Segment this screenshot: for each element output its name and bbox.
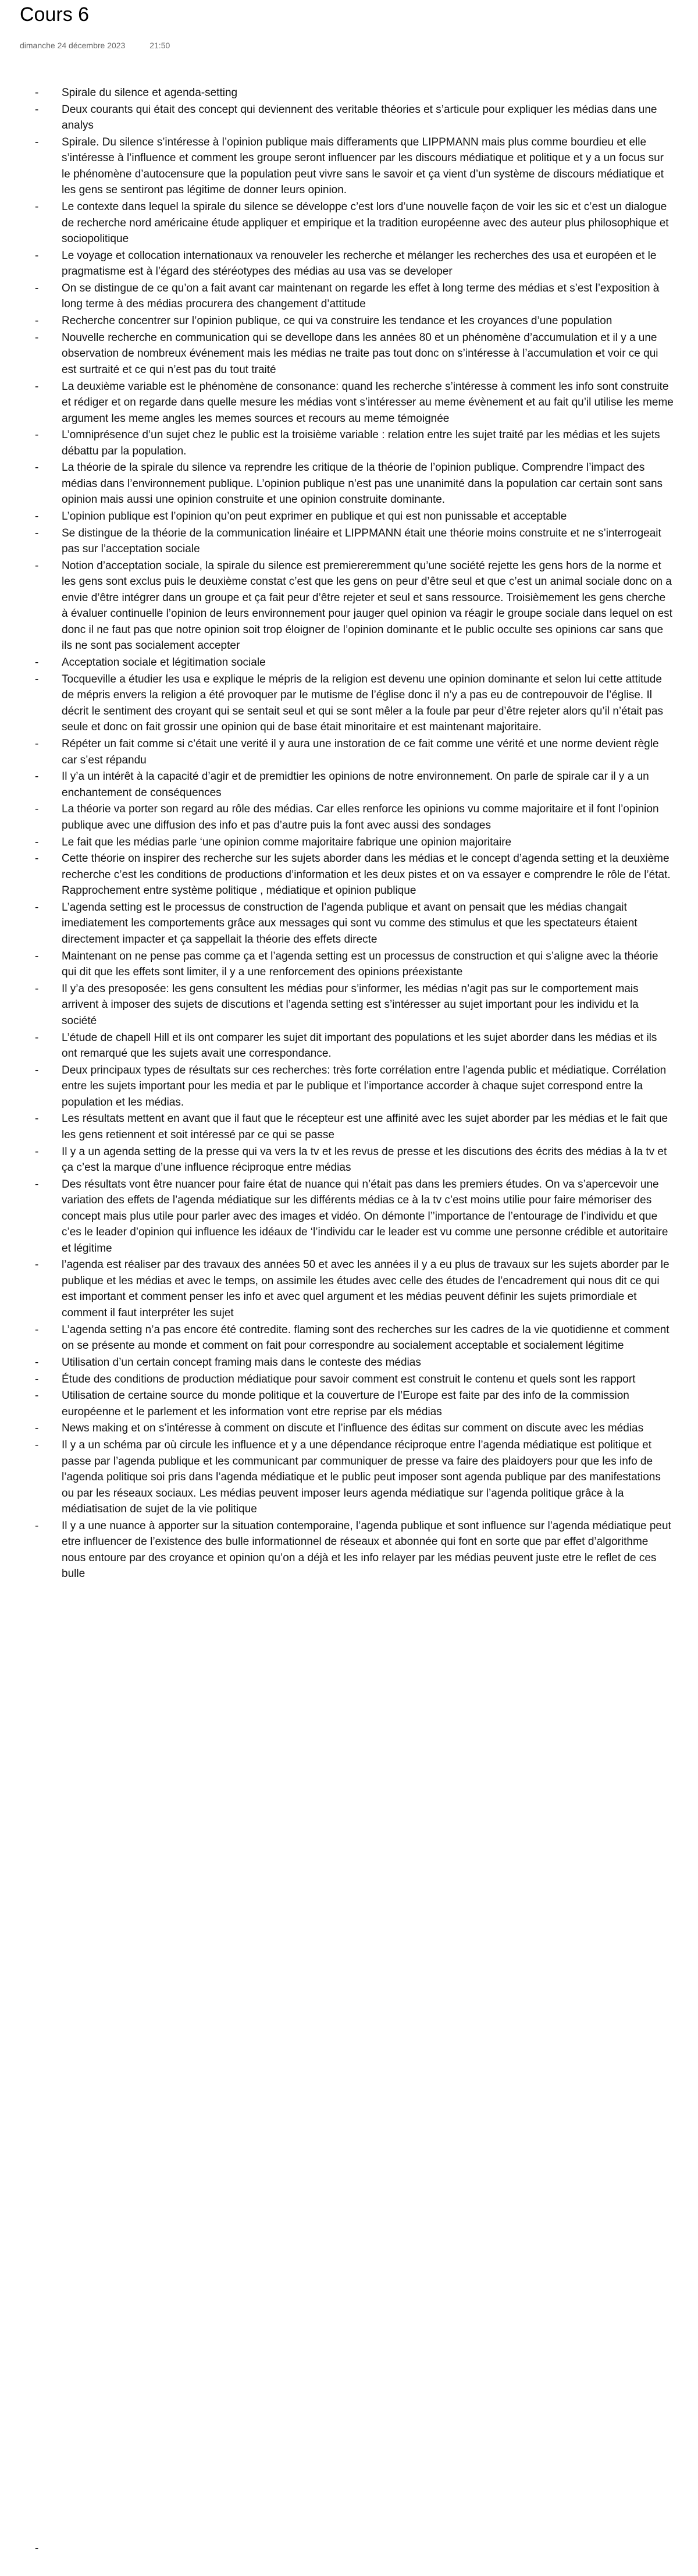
list-item: - Notion d’acceptation sociale, la spirale du silence est premiereremment qu’une société rejette les gens hors de la norme et les gens sont exclus puis le deuxième constat c’est que les gens on peur d’être seul et que c’est un animal sociale donc on a envie d’être intégrer dans un groupe et ça fait peur d’être rejeter et seul et sans ressource. Troisièmement les gens cherche à évaluer continuelle l’opinion de leurs environnement pour jauger quel opinion va réagir le groupe sociale dans lequel on est donc il ne faut pas que notre opinion soit trop éloigner de l’opinion dominante et le public occulte ses opinions car sans que ils ne sont pas socialement accepter <box>35 558 675 654</box>
list-item: - Étude des conditions de production médiatique pour savoir comment est construit le contenu et quels sont les rapport <box>35 1372 675 1388</box>
list-item: - Utilisation de certaine source du monde politique et la couverture de l’Europe est faite par des info de la commission européenne et le parlement et les information vont etre reprise par els médias <box>35 1388 675 1420</box>
empty-list-item[interactable]: - <box>35 2542 39 2554</box>
page-title: Cours 6 <box>20 3 90 26</box>
list-item: - Il y a une nuance à apporter sur la situation contemporaine, l’agenda publique et sont influence sur l’agenda médiatique peut etre influencer de l’existence des bulle informationnel de réseaux et abonnée qui font en sorte que par effet d’algorithme nous entoure par des croyance et opinion qu’on a déjà et les info relayer par les médias peuvent juste etre le reflet de ces bulle <box>35 1518 675 1582</box>
list-item: - L’étude de chapell Hill et ils ont comparer les sujet dit important des populations et les sujet aborder dans les médias et ils ont remarqué que les sujets avait une correspondance. <box>35 1030 675 1062</box>
list-item: - Tocqueville a étudier les usa e explique le mépris de la religion est devenu une opinion dominante et selon lui cette attitude de mépris envers la religion a été provoquer par le mutisme de l’église donc il n’y a pas eu de contrepouvoir de l’église. Il décrit le sentiment des croyant qui se sentait seul et qui se sont mêler a la foule par peur d’être rejeter alors qu’il n’était pas seule et donc on fait grossir une opinion qui de base était minoritaire et est maintenant majoritaire. <box>35 671 675 736</box>
list-item: - Le contexte dans lequel la spirale du silence se développe c’est lors d’une nouvelle façon de voir les sic et c’est un dialogue de recherche nord américaine étude appliquer et empirique et la tradition européenne avec des auteur plus philosophique et sociopolitique <box>35 199 675 247</box>
list-item: - Le voyage et collocation internationaux va renouveler les recherche et mélanger les recherches des usa et européen et le pragmatisme est à l’égard des stéréotypes des médias au usa vas se developer <box>35 248 675 280</box>
list-item: - Le fait que les médias parle ‘une opinion comme majoritaire fabrique une opinion majoritaire <box>35 834 675 851</box>
list-item: - Se distingue de la théorie de la communication linéaire et LIPPMANN était une théorie moins construite et ne s’interrogeait pas sur l’acceptation sociale <box>35 525 675 557</box>
list-item: - Les résultats mettent en avant que il faut que le récepteur est une affinité avec les sujet aborder par les médias et le fait que les gens retiennent et soit intéressé par ce qui se passe <box>35 1111 675 1143</box>
page-time: 21:50 <box>149 41 170 50</box>
list-item: - Recherche concentrer sur l’opinion publique, ce qui va construire les tendance et les croyances d’une population <box>35 313 675 329</box>
list-item: - Acceptation sociale et légitimation sociale <box>35 655 675 671</box>
list-item: - Il y’a des presoposée: les gens consultent les médias pour s’informer, les médias n’agit pas sur le comportement mais arrivent à imposer des sujets de discutions et l’agenda setting est s’intéresser au sujet important pour les individu et la société <box>35 981 675 1029</box>
list-item: - Des résultats vont être nuancer pour faire état de nuance qui n’était pas dans les premiers études. On va s’apercevoir une variation des effets de l’agenda médiatique sur les différents médias ce à la tv c’est moins utilie pour faire mémoriser des concept mais plus utile pour parler avec des images et vidéo. On démonte l’’importance de l’entourage de l’individu et que c’es le leader d’opinion qui influence les idéaux de ‘l’individu car le leader est vu comme une personne crédible et autoritaire et légitime <box>35 1177 675 1257</box>
list-item: - Il y a un schéma par où circule les influence et y a une dépendance réciproque entre l’agenda médiatique est politique et passe par l’agenda publique et les communicant par communiquer de presse va faire des plaidoyers pour que les info de l’agenda politique soi pris dans l’agenda médiatique et le public peut imposer sont agenda publique par des manifestations ou par les réseaux sociaux. Les médias peuvent imposer leurs agenda médiatique sur l’agenda politique grâce à la médiatisation de sujet de la vie politique <box>35 1437 675 1518</box>
list-item: - On se distingue de ce qu’on a fait avant car maintenant on regarde les effet à long terme des médias et s’est l’exposition à long terme à des médias procurera des changement d’attitude <box>35 280 675 312</box>
notes-list <box>35 85 675 1583</box>
list-item: - Il y a un agenda setting de la presse qui va vers la tv et les revus de presse et les discutions des écrits des médias à la tv et ça c’est la marque d’une influence réciproque entre médias <box>35 1144 675 1176</box>
list-item: - L’agenda setting est le processus de construction de l’agenda publique et avant on pensait que les médias changait imediatement les comportements grâce aux messages qui sont vu comme des stimulus et que les spectateurs étaient directement impacter et ça sappellait la théorie des effets directe <box>35 900 675 948</box>
list-item: - La deuxième variable est le phénomène de consonance: quand les recherche s’intéresse à comment les info sont construite et rédiger et on regarde dans quelle mesure les médias vont s’intéresser au meme évènement et au fait qu’il utilise les meme argument les meme angles les memes sources et recours au meme témoignée <box>35 379 675 427</box>
list-item: - Spirale du silence et agenda-setting <box>35 85 675 101</box>
list-item: - La théorie de la spirale du silence va reprendre les critique de la théorie de l’opinion publique. Comprendre l’impact des médias dans l’environnement publique. L’opinion publique n’est pas une unanimité dans la population car certain sont sans opinion mais aussi une opinion construite et une opinion construite dominante. <box>35 460 675 508</box>
list-item: - Cette théorie on inspirer des recherche sur les sujets aborder dans les médias et le concept d’agenda setting et la deuxième recherche c’est les conditions de productions d’information et les deux pistes et on va essayer e comprendre le rôle de l’état. Rapprochement entre système politique , médiatique et opinion publique <box>35 851 675 899</box>
list-item: - l’agenda est réaliser par des travaux des années 50 et avec les années il y a eu plus de travaux sur les sujets aborder par le publique et les médias et avec le temps, on assimile les études avec celle des études de l’encadrement qui nous dit ce qui est important et comment penser les info et avec quel argument et les médias peuvent définir les sujets primordiale et comment il faut interpréter les sujet <box>35 1257 675 1321</box>
list-item: - Maintenant on ne pense pas comme ça et l’agenda setting est un processus de construction et qui s’aligne avec la théorie qui dit que les effets sont limiter, il y a une renforcement des opinions préexistante <box>35 948 675 980</box>
list-item: - Il y’a un intérêt à la capacité d’agir et de premidtier les opinions de notre environnement. On parle de spirale car il y a un enchantement de conséquences <box>35 769 675 801</box>
list-item: - Utilisation d’un certain concept framing mais dans le conteste des médias <box>35 1355 675 1371</box>
list-item: - L’omniprésence d’un sujet chez le public est la troisième variable : relation entre les sujet traité par les médias et les sujets débattu par la population. <box>35 427 675 459</box>
list-item: - Spirale. Du silence s’intéresse à l’opinion publique mais differaments que LIPPMANN mais plus comme bourdieu et elle s’intéresse à l’influence et comment les groupe seront influencer par les discours médiatique et politique et y a un focus sur le phénomène d’autocensure que la population peut vivre sans le savoir et ça vient d’un système de discours médiatique et les gens se sentiront pas légitime de donner leurs opinion. <box>35 134 675 198</box>
list-item: - Nouvelle recherche en communication qui se devellope dans les années 80 et un phénomène d’accumulation et il y a une observation de nombreux événement mais les médias ne traite pas tout donc on s’intéresse à l’accumulation et voir ce qui est surtraité et ce qui n’est pas du tout traité <box>35 330 675 378</box>
page-date: dimanche 24 décembre 2023 <box>20 41 126 50</box>
list-item: - L’opinion publique est l’opinion qu’on peut exprimer en publique et qui est non punissable et acceptable <box>35 509 675 525</box>
page-meta <box>20 41 192 50</box>
list-item: - Deux principaux types de résultats sur ces recherches: très forte corrélation entre l’agenda public et médiatique. Corrélation entre les sujets important pour les media et par le publique et l’importance accorder à chaque sujet correspond entre la population et les médias. <box>35 1063 675 1111</box>
list-item: - News making et on s’intéresse à comment on discute et l’influence des éditas sur comment on discute avec les médias <box>35 1420 675 1437</box>
list-item: - Deux courants qui était des concept qui deviennent des veritable théories et s’articule pour expliquer les médias dans une analys <box>35 102 675 134</box>
list-item: - Répéter un fait comme si c’était une verité il y aura une instoration de ce fait comme une vérité et une norme devient règle car s’est répandu <box>35 736 675 768</box>
list-item: - La théorie va porter son regard au rôle des médias. Car elles renforce les opinions vu comme majoritaire et il font l’opinion publique avec une diffusion des info et pas d’autre puis la font avec aussi des sondages <box>35 801 675 833</box>
list-item: - L’agenda setting n’a pas encore été contredite. flaming sont des recherches sur les cadres de la vie quotidienne et comment on se présente au monde et comment on fait pour correspondre au socialement acceptable et socialement légitime <box>35 1322 675 1354</box>
